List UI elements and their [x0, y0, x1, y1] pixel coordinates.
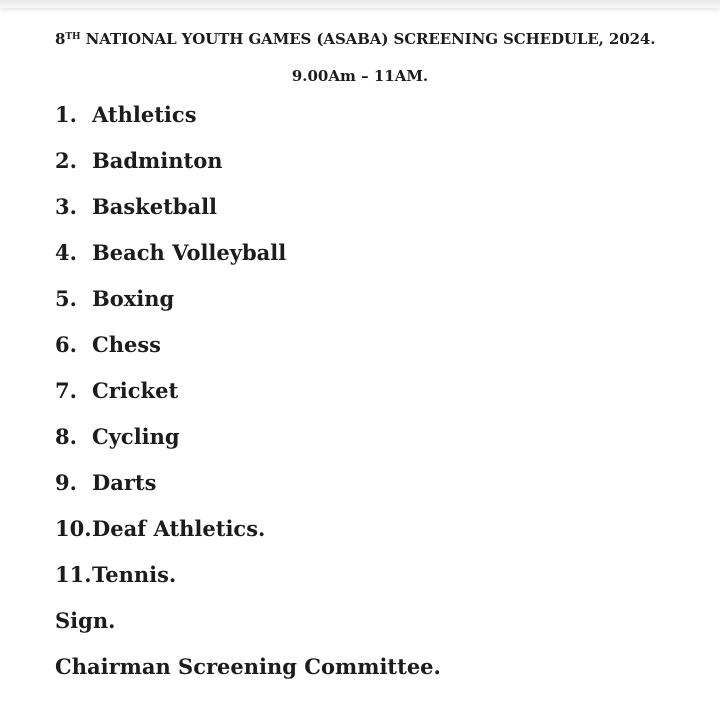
list-item-number: 4. [55, 239, 77, 265]
list-item [0, 413, 720, 459]
list-item-label: Cricket [92, 377, 179, 403]
list-item-number: 8. [55, 423, 77, 449]
list-item-label: Basketball [92, 193, 218, 219]
list-item-number: 9. [55, 469, 77, 495]
list-item [0, 551, 720, 597]
list-item-label: Cycling [92, 423, 180, 449]
list-item-label: Beach Volleyball [92, 239, 287, 265]
document-title [55, 27, 680, 49]
list-item [0, 505, 720, 551]
list-item-label: Badminton [92, 147, 223, 173]
list-item-number: 10. [55, 515, 92, 541]
list-item [0, 459, 720, 505]
title-ordinal-superscript: TH [65, 32, 81, 42]
top-edge-shadow-strip [0, 0, 720, 8]
title-text: NATIONAL YOUTH GAMES (ASABA) SCREENING SCHEDULE, 2024. [80, 30, 656, 48]
sign-line: Sign. [55, 607, 116, 633]
list-item-number: 6. [55, 331, 77, 357]
list-item-label: Tennis. [92, 561, 177, 587]
list-item [0, 91, 720, 137]
list-item-number: 11. [55, 561, 92, 587]
list-item-label: Athletics [92, 101, 197, 127]
list-item [0, 275, 720, 321]
list-item-number: 5. [55, 285, 77, 311]
list-item-number: 3. [55, 193, 77, 219]
list-item-label: Boxing [92, 285, 175, 311]
list-item-label: Deaf Athletics. [92, 515, 266, 541]
list-item-number: 7. [55, 377, 77, 403]
list-item-number: 2. [55, 147, 77, 173]
list-item [0, 367, 720, 413]
title-prefix: 8 [55, 30, 66, 48]
list-item [0, 229, 720, 275]
time-subtitle: 9.00Am – 11AM. [291, 67, 429, 85]
document-page [0, 27, 720, 689]
list-item-label: Chess [92, 331, 161, 357]
list-item-number: 1. [55, 101, 77, 127]
list-item [0, 183, 720, 229]
list-item [0, 321, 720, 367]
list-item [0, 137, 720, 183]
list-item-label: Darts [92, 469, 157, 495]
committee-line: Chairman Screening Committee. [55, 653, 441, 679]
sports-list [0, 91, 720, 597]
